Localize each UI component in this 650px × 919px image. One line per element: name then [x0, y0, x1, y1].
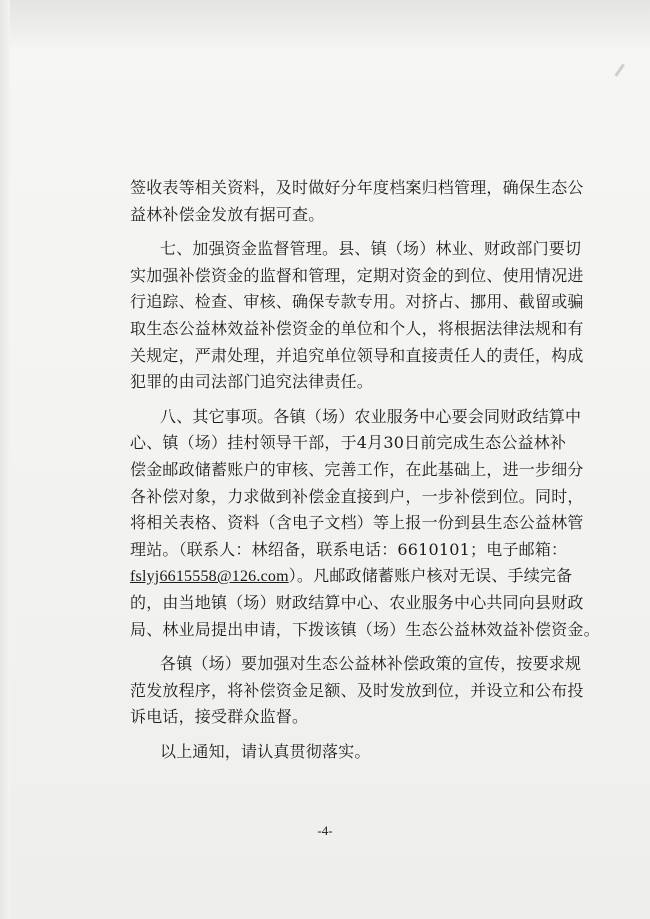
text-line: 心、镇（场）挂村领导干部，于4月30日前完成生态公益林补 — [130, 433, 567, 453]
text-line: 关规定，严肃处理，并追究单位领导和直接责任人的责任，构成 — [130, 345, 584, 365]
text-line: 各补偿对象，力求做到补偿金直接到户，一步补偿到位。同时， — [130, 486, 584, 506]
text-line: 局、林业局提出申请，下拨该镇（场）生态公益林效益补偿资金。 — [130, 619, 600, 639]
scan-left-edge — [0, 0, 10, 919]
text-line: 偿金邮政储蓄账户的审核、完善工作，在此基础上，进一步细分 — [130, 459, 584, 479]
document-body — [130, 175, 600, 765]
text-line: 诉电话，接受群众监督。 — [130, 707, 309, 727]
text-line: 签收表等相关资料，及时做好分年度档案归档管理，确保生态公 — [130, 178, 584, 197]
text-line: 八、其它事项。各镇（场）农业服务中心要会同财政结算中 — [160, 406, 582, 426]
text-line: 各镇（场）要加强对生态公益林补偿政策的宣传，按要求规 — [160, 654, 582, 674]
text-line: 理站。（联系人：林绍备，联系电话：6610101；电子邮箱： — [130, 539, 568, 559]
page-number: -4- — [317, 823, 333, 838]
text-line: 以上通知，请认真贯彻落实。 — [160, 741, 371, 761]
email-link[interactable]: fslyj6615558@126.com — [130, 568, 289, 586]
scan-top-shadow — [0, 0, 650, 48]
text-line: 犯罪的由司法部门追究法律责任。 — [130, 372, 374, 392]
text-line: 将相关表格、资料（含电子文档）等上报一份到县生态公益林管 — [130, 513, 584, 533]
text-line: 益林补偿金发放有据可查。 — [130, 204, 325, 224]
text-line: 实加强补偿资金的监督和管理，定期对资金的到位、使用情况进 — [130, 265, 584, 285]
email-line-rest: ）。凡邮政储蓄账户核对无误、手续完备 — [288, 566, 573, 586]
scan-corner-mark — [606, 60, 634, 88]
text-line: 七、加强资金监督管理。县、镇（场）林业、财政部门要切 — [160, 239, 582, 259]
email-line — [130, 563, 573, 590]
text-line: 范发放程序，将补偿资金足额、及时发放到位，并设立和公布投 — [130, 680, 584, 700]
text-line: 行追踪、检查、审核、确保专款专用。对挤占、挪用、截留或骗 — [130, 292, 584, 312]
text-line: 取生态公益林效益补偿资金的单位和个人，将根据法律法规和有 — [130, 318, 584, 338]
text-line: 的，由当地镇（场）财政结算中心、农业服务中心共同向县财政 — [130, 592, 584, 612]
